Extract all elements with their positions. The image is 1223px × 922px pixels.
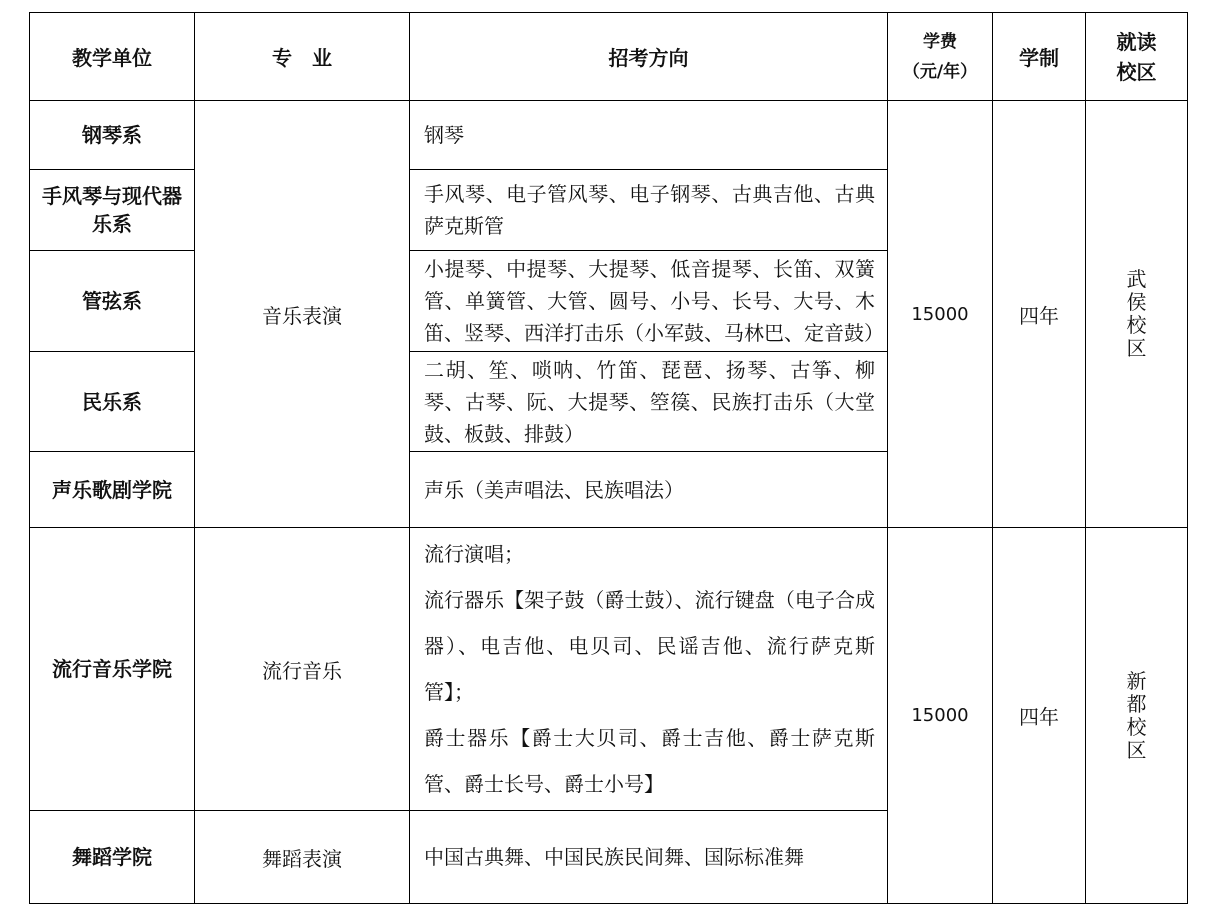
header-campus [1086,13,1188,101]
duration-cell: 四年 [993,528,1086,904]
unit-cell: 声乐歌剧学院 [30,452,195,528]
duration-cell: 四年 [993,101,1086,528]
table-row [30,528,1188,811]
fee-cell: 15000 [888,528,993,904]
fee-cell: 15000 [888,101,993,528]
campus-cell [1086,528,1188,904]
campus-cell [1086,101,1188,528]
header-fee-line2: （元/年） [902,61,978,82]
unit-cell: 民乐系 [30,352,195,452]
table-row [30,101,1188,170]
unit-cell: 钢琴系 [30,101,195,170]
unit-cell: 舞蹈学院 [30,811,195,904]
header-row [30,13,1188,101]
direction-cell: 二胡、笙、唢呐、竹笛、琵琶、扬琴、古筝、柳琴、古琴、阮、大提琴、箜篌、民族打击乐（大堂鼓、板鼓、排鼓） [410,352,888,452]
unit-cell [30,170,195,251]
campus-text: 新都校区 [1126,668,1147,762]
direction-cell: 小提琴、中提琴、大提琴、低音提琴、长笛、双簧管、单簧管、大管、圆号、小号、长号、大号、木笛、竖琴、西洋打击乐（小军鼓、马林巴、定音鼓） [410,251,888,352]
direction-line: 流行器乐【架子鼓（爵士鼓）、流行键盘（电子合成器）、电吉他、电贝司、民谣吉他、流行萨克斯管】； [424,588,875,704]
direction-cell: 钢琴 [410,101,888,170]
direction-cell [410,528,888,811]
unit-cell: 流行音乐学院 [30,528,195,811]
direction-cell: 声乐（美声唱法、民族唱法） [410,452,888,528]
major-cell: 流行音乐 [195,528,410,811]
major-cell: 舞蹈表演 [195,811,410,904]
header-fee [888,13,993,101]
header-direction: 招考方向 [410,13,888,101]
header-major: 专 业 [195,13,410,101]
campus-text: 武侯校区 [1126,267,1147,360]
direction-line: 流行演唱； [424,542,524,566]
direction-cell: 手风琴、电子管风琴、电子钢琴、古典吉他、古典萨克斯管 [410,170,888,251]
header-campus-line2: 校区 [1116,59,1157,84]
direction-cell: 中国古典舞、中国民族民间舞、国际标准舞 [410,811,888,904]
major-cell: 音乐表演 [195,101,410,528]
admissions-table [29,12,1188,904]
unit-text: 手风琴与现代器乐系 [42,184,182,236]
header-fee-line1: 学费 [923,31,957,52]
direction-line: 爵士器乐【爵士大贝司、爵士吉他、爵士萨克斯管、爵士长号、爵士小号】 [424,726,875,796]
header-unit: 教学单位 [30,13,195,101]
header-campus-line1: 就读 [1116,29,1157,54]
unit-cell: 管弦系 [30,251,195,352]
header-duration: 学制 [993,13,1086,101]
